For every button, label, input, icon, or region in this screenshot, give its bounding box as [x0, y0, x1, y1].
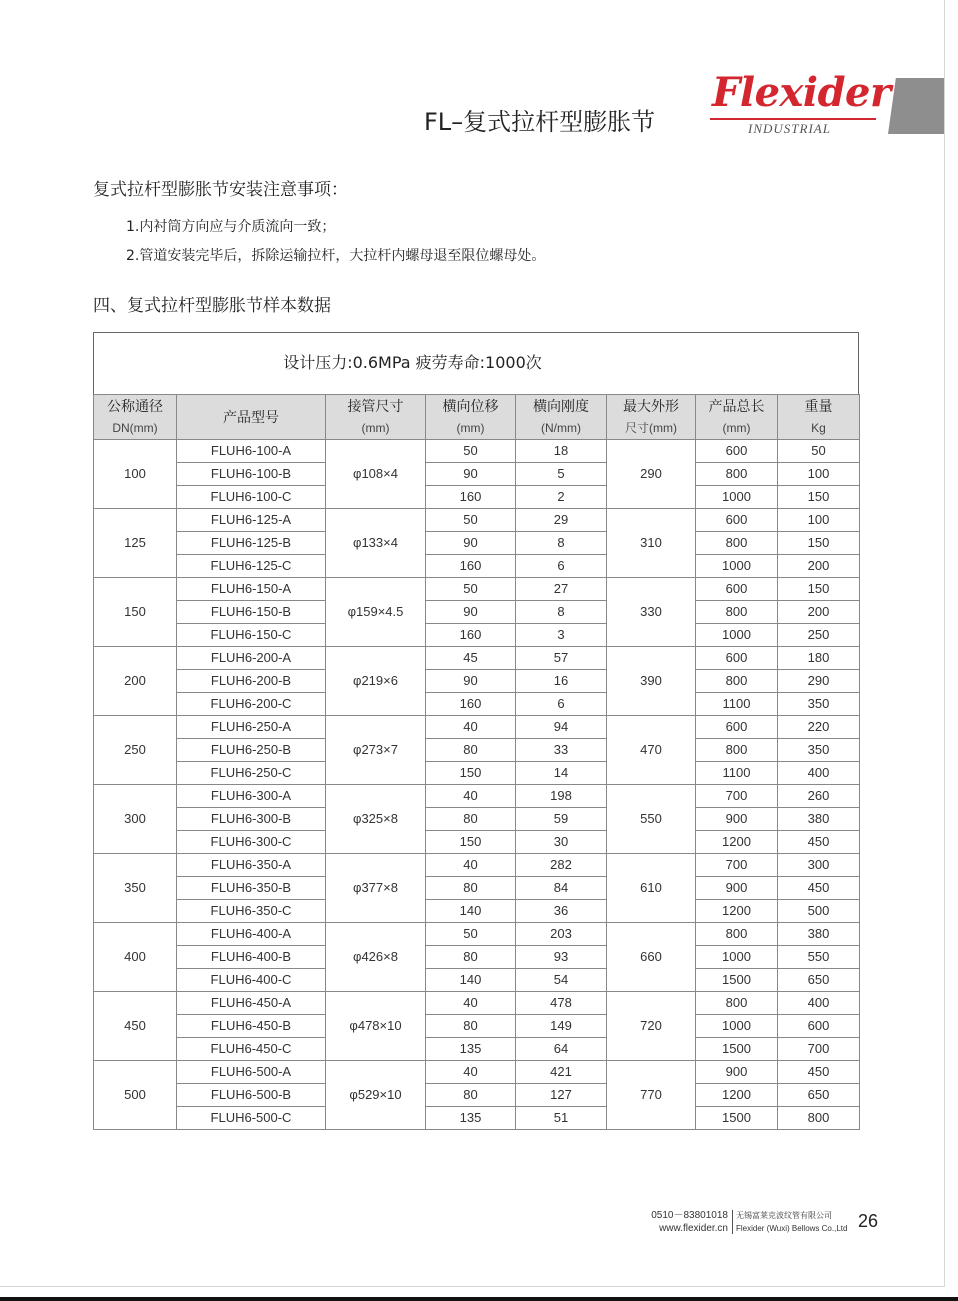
- cell-stiffness: 18: [516, 440, 607, 463]
- cell-stiffness: 51: [516, 1107, 607, 1130]
- cell-displacement: 135: [426, 1038, 516, 1061]
- table-row: [94, 486, 860, 509]
- cell-weight: 450: [778, 831, 860, 854]
- cell-stiffness: 27: [516, 578, 607, 601]
- cell-length: 1000: [696, 486, 778, 509]
- cell-weight: 260: [778, 785, 860, 808]
- table-row: [94, 1107, 860, 1130]
- cell-weight: 380: [778, 923, 860, 946]
- cell-displacement: 80: [426, 1084, 516, 1107]
- cell-stiffness: 36: [516, 900, 607, 923]
- table-row: [94, 601, 860, 624]
- cell-stiffness: 29: [516, 509, 607, 532]
- cell-pipe-size: φ377×8: [326, 854, 426, 923]
- cell-weight: 100: [778, 509, 860, 532]
- cell-displacement: 160: [426, 486, 516, 509]
- footer-phone: 0510－83801018: [651, 1210, 728, 1221]
- cell-model: FLUH6-125-B: [177, 532, 326, 555]
- table-row: [94, 808, 860, 831]
- table-row: [94, 785, 860, 808]
- cell-length: 1200: [696, 831, 778, 854]
- cell-dn: 250: [94, 716, 177, 785]
- cell-length: 1000: [696, 555, 778, 578]
- cell-model: FLUH6-350-B: [177, 877, 326, 900]
- table-row: [94, 716, 860, 739]
- cell-weight: 180: [778, 647, 860, 670]
- cell-stiffness: 2: [516, 486, 607, 509]
- cell-stiffness: 54: [516, 969, 607, 992]
- cell-outer-size: 660: [607, 923, 696, 992]
- cell-displacement: 140: [426, 900, 516, 923]
- cell-displacement: 80: [426, 739, 516, 762]
- cell-dn: 200: [94, 647, 177, 716]
- cell-weight: 550: [778, 946, 860, 969]
- cell-stiffness: 149: [516, 1015, 607, 1038]
- cell-length: 1100: [696, 693, 778, 716]
- cell-length: 800: [696, 601, 778, 624]
- table-row: [94, 992, 860, 1015]
- cell-model: FLUH6-400-A: [177, 923, 326, 946]
- cell-dn: 150: [94, 578, 177, 647]
- cell-displacement: 160: [426, 624, 516, 647]
- install-note-1: 1.内衬筒方向应与介质流向一致；: [126, 219, 336, 235]
- cell-pipe-size: φ108×4: [326, 440, 426, 509]
- cell-pipe-size: φ529×10: [326, 1061, 426, 1130]
- cell-pipe-size: φ325×8: [326, 785, 426, 854]
- cell-weight: 250: [778, 624, 860, 647]
- footer-separator: [732, 1210, 733, 1234]
- table-row: [94, 877, 860, 900]
- cell-model: FLUH6-350-A: [177, 854, 326, 877]
- cell-length: 700: [696, 785, 778, 808]
- cell-length: 700: [696, 854, 778, 877]
- brand-logo: Flexider: [712, 69, 891, 116]
- cell-length: 600: [696, 578, 778, 601]
- cell-stiffness: 478: [516, 992, 607, 1015]
- cell-dn: 125: [94, 509, 177, 578]
- table-row: [94, 831, 860, 854]
- cell-weight: 650: [778, 1084, 860, 1107]
- cell-model: FLUH6-450-B: [177, 1015, 326, 1038]
- cell-pipe-size: φ159×4.5: [326, 578, 426, 647]
- cell-length: 900: [696, 877, 778, 900]
- cell-stiffness: 6: [516, 555, 607, 578]
- section-heading: 四、复式拉杆型膨胀节样本数据: [93, 296, 331, 316]
- cell-outer-size: 390: [607, 647, 696, 716]
- cell-pipe-size: φ426×8: [326, 923, 426, 992]
- cell-weight: 220: [778, 716, 860, 739]
- cell-weight: 450: [778, 1061, 860, 1084]
- col-header-weight: 重量 Kg: [778, 395, 860, 440]
- cell-weight: 650: [778, 969, 860, 992]
- table-row: [94, 969, 860, 992]
- cell-model: FLUH6-400-B: [177, 946, 326, 969]
- cell-displacement: 80: [426, 877, 516, 900]
- install-note-2: 2.管道安装完毕后，拆除运输拉杆，大拉杆内螺母退至限位螺母处。: [126, 248, 546, 264]
- table-row: [94, 1038, 860, 1061]
- cell-length: 900: [696, 1061, 778, 1084]
- cell-model: FLUH6-125-C: [177, 555, 326, 578]
- cell-stiffness: 6: [516, 693, 607, 716]
- cell-model: FLUH6-300-C: [177, 831, 326, 854]
- page-title: FL–复式拉杆型膨胀节: [424, 108, 656, 136]
- col-header-pipe: 接管尺寸 (mm): [326, 395, 426, 440]
- cell-model: FLUH6-400-C: [177, 969, 326, 992]
- table-row: [94, 1084, 860, 1107]
- table-row: [94, 624, 860, 647]
- cell-pipe-size: φ478×10: [326, 992, 426, 1061]
- cell-stiffness: 16: [516, 670, 607, 693]
- cell-weight: 200: [778, 601, 860, 624]
- col-header-outer-size: 最大外形 尺寸(mm): [607, 395, 696, 440]
- cell-displacement: 40: [426, 716, 516, 739]
- cell-outer-size: 550: [607, 785, 696, 854]
- cell-length: 800: [696, 463, 778, 486]
- table-row: [94, 555, 860, 578]
- cell-length: 1500: [696, 1038, 778, 1061]
- cell-model: FLUH6-500-C: [177, 1107, 326, 1130]
- table-row: [94, 647, 860, 670]
- cell-stiffness: 203: [516, 923, 607, 946]
- cell-stiffness: 127: [516, 1084, 607, 1107]
- col-header-model: 产品型号: [177, 395, 326, 440]
- cell-stiffness: 30: [516, 831, 607, 854]
- header-tab-decoration: [888, 78, 944, 134]
- cell-length: 600: [696, 440, 778, 463]
- table-row: [94, 923, 860, 946]
- cell-outer-size: 770: [607, 1061, 696, 1130]
- cell-weight: 500: [778, 900, 860, 923]
- brand-underline: [710, 118, 876, 120]
- footer-company-cn: 无锡富莱克波纹管有限公司: [736, 1211, 832, 1220]
- cell-length: 1200: [696, 1084, 778, 1107]
- cell-outer-size: 310: [607, 509, 696, 578]
- footer-website: www.flexider.cn: [659, 1223, 728, 1234]
- cell-stiffness: 8: [516, 532, 607, 555]
- table-row: [94, 946, 860, 969]
- page-number: 26: [858, 1211, 879, 1231]
- cell-displacement: 160: [426, 555, 516, 578]
- cell-model: FLUH6-250-A: [177, 716, 326, 739]
- cell-stiffness: 94: [516, 716, 607, 739]
- cell-length: 800: [696, 992, 778, 1015]
- cell-displacement: 150: [426, 762, 516, 785]
- cell-stiffness: 8: [516, 601, 607, 624]
- table-row: [94, 739, 860, 762]
- cell-displacement: 160: [426, 693, 516, 716]
- cell-stiffness: 282: [516, 854, 607, 877]
- design-caption: 设计压力:0.6MPa 疲劳寿命:1000次: [283, 353, 542, 372]
- cell-length: 900: [696, 808, 778, 831]
- col-header-stiffness: 横向刚度 (N/mm): [516, 395, 607, 440]
- cell-length: 1100: [696, 762, 778, 785]
- cell-dn: 400: [94, 923, 177, 992]
- table-row: [94, 900, 860, 923]
- cell-weight: 800: [778, 1107, 860, 1130]
- cell-weight: 700: [778, 1038, 860, 1061]
- cell-displacement: 50: [426, 440, 516, 463]
- cell-length: 600: [696, 509, 778, 532]
- table-row: [94, 1061, 860, 1084]
- cell-weight: 450: [778, 877, 860, 900]
- cell-dn: 450: [94, 992, 177, 1061]
- cell-length: 800: [696, 670, 778, 693]
- table-row: [94, 440, 860, 463]
- cell-weight: 200: [778, 555, 860, 578]
- cell-displacement: 40: [426, 854, 516, 877]
- cell-displacement: 90: [426, 532, 516, 555]
- bottom-bar: [0, 1297, 958, 1301]
- cell-displacement: 40: [426, 1061, 516, 1084]
- col-header-displacement: 横向位移 (mm): [426, 395, 516, 440]
- cell-displacement: 135: [426, 1107, 516, 1130]
- cell-outer-size: 720: [607, 992, 696, 1061]
- cell-length: 800: [696, 532, 778, 555]
- cell-model: FLUH6-450-C: [177, 1038, 326, 1061]
- cell-displacement: 90: [426, 670, 516, 693]
- cell-displacement: 90: [426, 463, 516, 486]
- cell-weight: 150: [778, 532, 860, 555]
- cell-model: FLUH6-500-B: [177, 1084, 326, 1107]
- cell-dn: 300: [94, 785, 177, 854]
- cell-model: FLUH6-200-A: [177, 647, 326, 670]
- cell-model: FLUH6-100-B: [177, 463, 326, 486]
- cell-model: FLUH6-300-B: [177, 808, 326, 831]
- cell-pipe-size: φ219×6: [326, 647, 426, 716]
- cell-stiffness: 14: [516, 762, 607, 785]
- col-header-length: 产品总长 (mm): [696, 395, 778, 440]
- cell-model: FLUH6-350-C: [177, 900, 326, 923]
- cell-model: FLUH6-250-C: [177, 762, 326, 785]
- cell-length: 1000: [696, 946, 778, 969]
- cell-outer-size: 330: [607, 578, 696, 647]
- table-row: [94, 1015, 860, 1038]
- cell-stiffness: 64: [516, 1038, 607, 1061]
- cell-displacement: 50: [426, 509, 516, 532]
- cell-model: FLUH6-300-A: [177, 785, 326, 808]
- cell-dn: 500: [94, 1061, 177, 1130]
- cell-weight: 350: [778, 693, 860, 716]
- install-heading: 复式拉杆型膨胀节安装注意事项：: [93, 180, 348, 200]
- cell-outer-size: 290: [607, 440, 696, 509]
- cell-stiffness: 5: [516, 463, 607, 486]
- table-row: [94, 578, 860, 601]
- cell-length: 1500: [696, 969, 778, 992]
- cell-model: FLUH6-100-A: [177, 440, 326, 463]
- cell-stiffness: 198: [516, 785, 607, 808]
- cell-displacement: 50: [426, 923, 516, 946]
- cell-length: 1000: [696, 1015, 778, 1038]
- brand-subtitle: INDUSTRIAL: [748, 121, 831, 136]
- cell-model: FLUH6-200-B: [177, 670, 326, 693]
- cell-weight: 380: [778, 808, 860, 831]
- cell-displacement: 80: [426, 946, 516, 969]
- spec-table: [93, 394, 860, 1130]
- cell-stiffness: 57: [516, 647, 607, 670]
- cell-model: FLUH6-250-B: [177, 739, 326, 762]
- cell-stiffness: 3: [516, 624, 607, 647]
- cell-weight: 350: [778, 739, 860, 762]
- cell-pipe-size: φ273×7: [326, 716, 426, 785]
- cell-model: FLUH6-450-A: [177, 992, 326, 1015]
- cell-weight: 400: [778, 992, 860, 1015]
- cell-weight: 400: [778, 762, 860, 785]
- cell-length: 600: [696, 716, 778, 739]
- table-row: [94, 509, 860, 532]
- cell-weight: 600: [778, 1015, 860, 1038]
- table-row: [94, 762, 860, 785]
- cell-stiffness: 59: [516, 808, 607, 831]
- cell-displacement: 40: [426, 992, 516, 1015]
- cell-outer-size: 610: [607, 854, 696, 923]
- footer-company: [736, 1209, 847, 1235]
- table-row: [94, 463, 860, 486]
- table-row: [94, 532, 860, 555]
- cell-displacement: 50: [426, 578, 516, 601]
- cell-model: FLUH6-100-C: [177, 486, 326, 509]
- cell-weight: 100: [778, 463, 860, 486]
- table-row: [94, 854, 860, 877]
- cell-length: 800: [696, 923, 778, 946]
- table-row: [94, 670, 860, 693]
- cell-displacement: 45: [426, 647, 516, 670]
- cell-weight: 290: [778, 670, 860, 693]
- cell-displacement: 80: [426, 1015, 516, 1038]
- cell-model: FLUH6-150-A: [177, 578, 326, 601]
- cell-displacement: 40: [426, 785, 516, 808]
- cell-displacement: 150: [426, 831, 516, 854]
- cell-weight: 50: [778, 440, 860, 463]
- table-header-row: [94, 395, 860, 440]
- page-bottom-edge: [0, 1286, 945, 1287]
- cell-weight: 300: [778, 854, 860, 877]
- cell-pipe-size: φ133×4: [326, 509, 426, 578]
- cell-length: 1500: [696, 1107, 778, 1130]
- cell-model: FLUH6-200-C: [177, 693, 326, 716]
- cell-length: 800: [696, 739, 778, 762]
- cell-outer-size: 470: [607, 716, 696, 785]
- cell-length: 1000: [696, 624, 778, 647]
- cell-model: FLUH6-500-A: [177, 1061, 326, 1084]
- cell-model: FLUH6-150-C: [177, 624, 326, 647]
- cell-displacement: 90: [426, 601, 516, 624]
- page-edge: [944, 0, 945, 1286]
- cell-dn: 350: [94, 854, 177, 923]
- col-header-dn: 公称通径 DN(mm): [94, 395, 177, 440]
- table-row: [94, 693, 860, 716]
- cell-length: 600: [696, 647, 778, 670]
- cell-stiffness: 93: [516, 946, 607, 969]
- cell-stiffness: 33: [516, 739, 607, 762]
- cell-dn: 100: [94, 440, 177, 509]
- cell-displacement: 80: [426, 808, 516, 831]
- cell-weight: 150: [778, 486, 860, 509]
- cell-displacement: 140: [426, 969, 516, 992]
- cell-model: FLUH6-150-B: [177, 601, 326, 624]
- cell-stiffness: 421: [516, 1061, 607, 1084]
- cell-model: FLUH6-125-A: [177, 509, 326, 532]
- footer-contact: [648, 1209, 728, 1235]
- cell-stiffness: 84: [516, 877, 607, 900]
- footer-company-en: Flexider (Wuxi) Bellows Co.,Ltd: [736, 1224, 848, 1233]
- cell-weight: 150: [778, 578, 860, 601]
- cell-length: 1200: [696, 900, 778, 923]
